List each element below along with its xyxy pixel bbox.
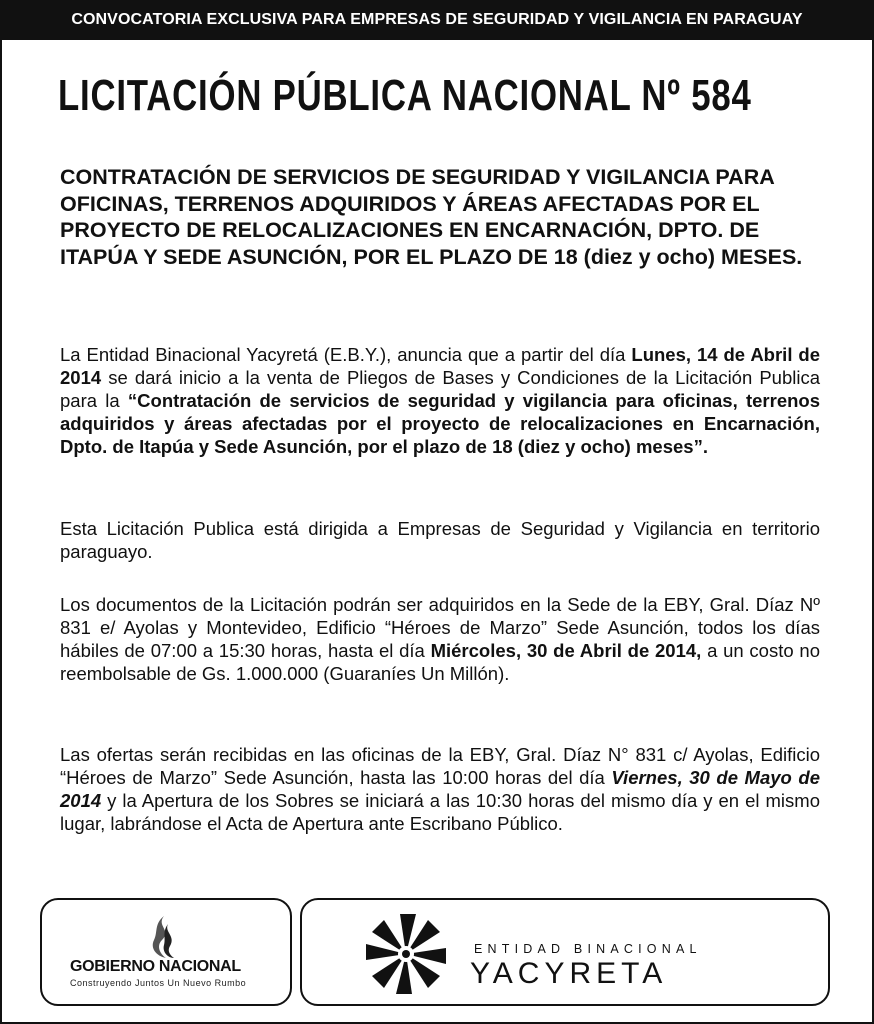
gobierno-nacional-logo <box>40 898 292 1006</box>
spiral-emblem-icon <box>364 912 448 996</box>
paragraph-sale-announcement <box>60 343 820 458</box>
p1-text-1: La Entidad Binacional Yacyretá (E.B.Y.), anuncia que a partir del día <box>60 344 632 365</box>
yacyreta-logo <box>300 898 830 1006</box>
p1-text-2: se dará inicio a la venta de Pliegos de Bases y Condiciones de la Licitación Publica para la <box>60 367 820 411</box>
gobierno-name: GOBIERNO NACIONAL <box>70 958 241 975</box>
page-title: LICITACIÓN PÚBLICA NACIONAL Nº 584 <box>58 71 752 120</box>
eby-name: YACYRETA <box>470 957 668 990</box>
paragraph-offers <box>60 743 820 835</box>
paragraph-audience: Esta Licitación Publica está dirigida a Empresas de Seguridad y Vigilancia en territorio paraguayo. <box>60 518 820 562</box>
p3-text-1: Los documentos de la Licitación podrán ser adquiridos en la Sede de la EBY, Gral. Díaz Nº 831 e/ Ayolas y Montevideo, Edificio “Héroes de Marzo” Sede Asunción, todos los días hábiles de 07:00 a 15:30 horas, hasta el día <box>60 594 820 661</box>
eby-subtitle: ENTIDAD BINACIONAL <box>474 942 702 956</box>
p3-deadline: Miércoles, 30 de Abril de 2014, <box>430 640 702 661</box>
paragraph-documents <box>60 593 820 685</box>
subject-heading: CONTRATACIÓN DE SERVICIOS DE SEGURIDAD Y VIGILANCIA PARA OFICINAS, TERRENOS ADQUIRIDOS Y ÁREAS AFECTADAS POR EL PROYECTO DE RELOCALIZACIONES EN ENCARNACIÓN, DPTO. DE ITAPÚA Y SEDE ASUNCIÓN, POR EL PLAZO DE 18 (diez y ocho) MESES. <box>60 165 803 269</box>
p4-text-1: Las ofertas serán recibidas en las oficinas de la EBY, Gral. Díaz N° 831 c/ Ayolas, Edificio “Héroes de Marzo” Sede Asunción, hasta las 10:00 horas del día <box>60 744 820 788</box>
p1-contract-title: “Contratación de servicios de seguridad y vigilancia para oficinas, terrenos adquiridos y áreas afectadas por el proyecto de relocalizaciones en Encarnación, Dpto. de Itapúa y Sede Asunción, por el plazo de 18 (diez y ocho) meses”. <box>60 390 820 457</box>
flame-icon <box>144 914 184 960</box>
p3-text-2: a un costo no reembolsable de Gs. 1.000.000 (Guaraníes Un Millón). <box>60 640 820 684</box>
p1-date: Lunes, 14 de Abril de 2014 <box>60 344 820 388</box>
p4-text-2: y la Apertura de los Sobres se iniciará a las 10:30 horas del mismo día y en el mismo lugar, labrándose el Acta de Apertura ante Escribano Público. <box>60 790 820 834</box>
p4-date: Viernes, 30 de Mayo de 2014 <box>60 767 820 811</box>
gobierno-tagline: Construyendo Juntos Un Nuevo Rumbo <box>70 978 247 988</box>
header-banner: CONVOCATORIA EXCLUSIVA PARA EMPRESAS DE SEGURIDAD Y VIGILANCIA EN PARAGUAY <box>0 0 874 40</box>
